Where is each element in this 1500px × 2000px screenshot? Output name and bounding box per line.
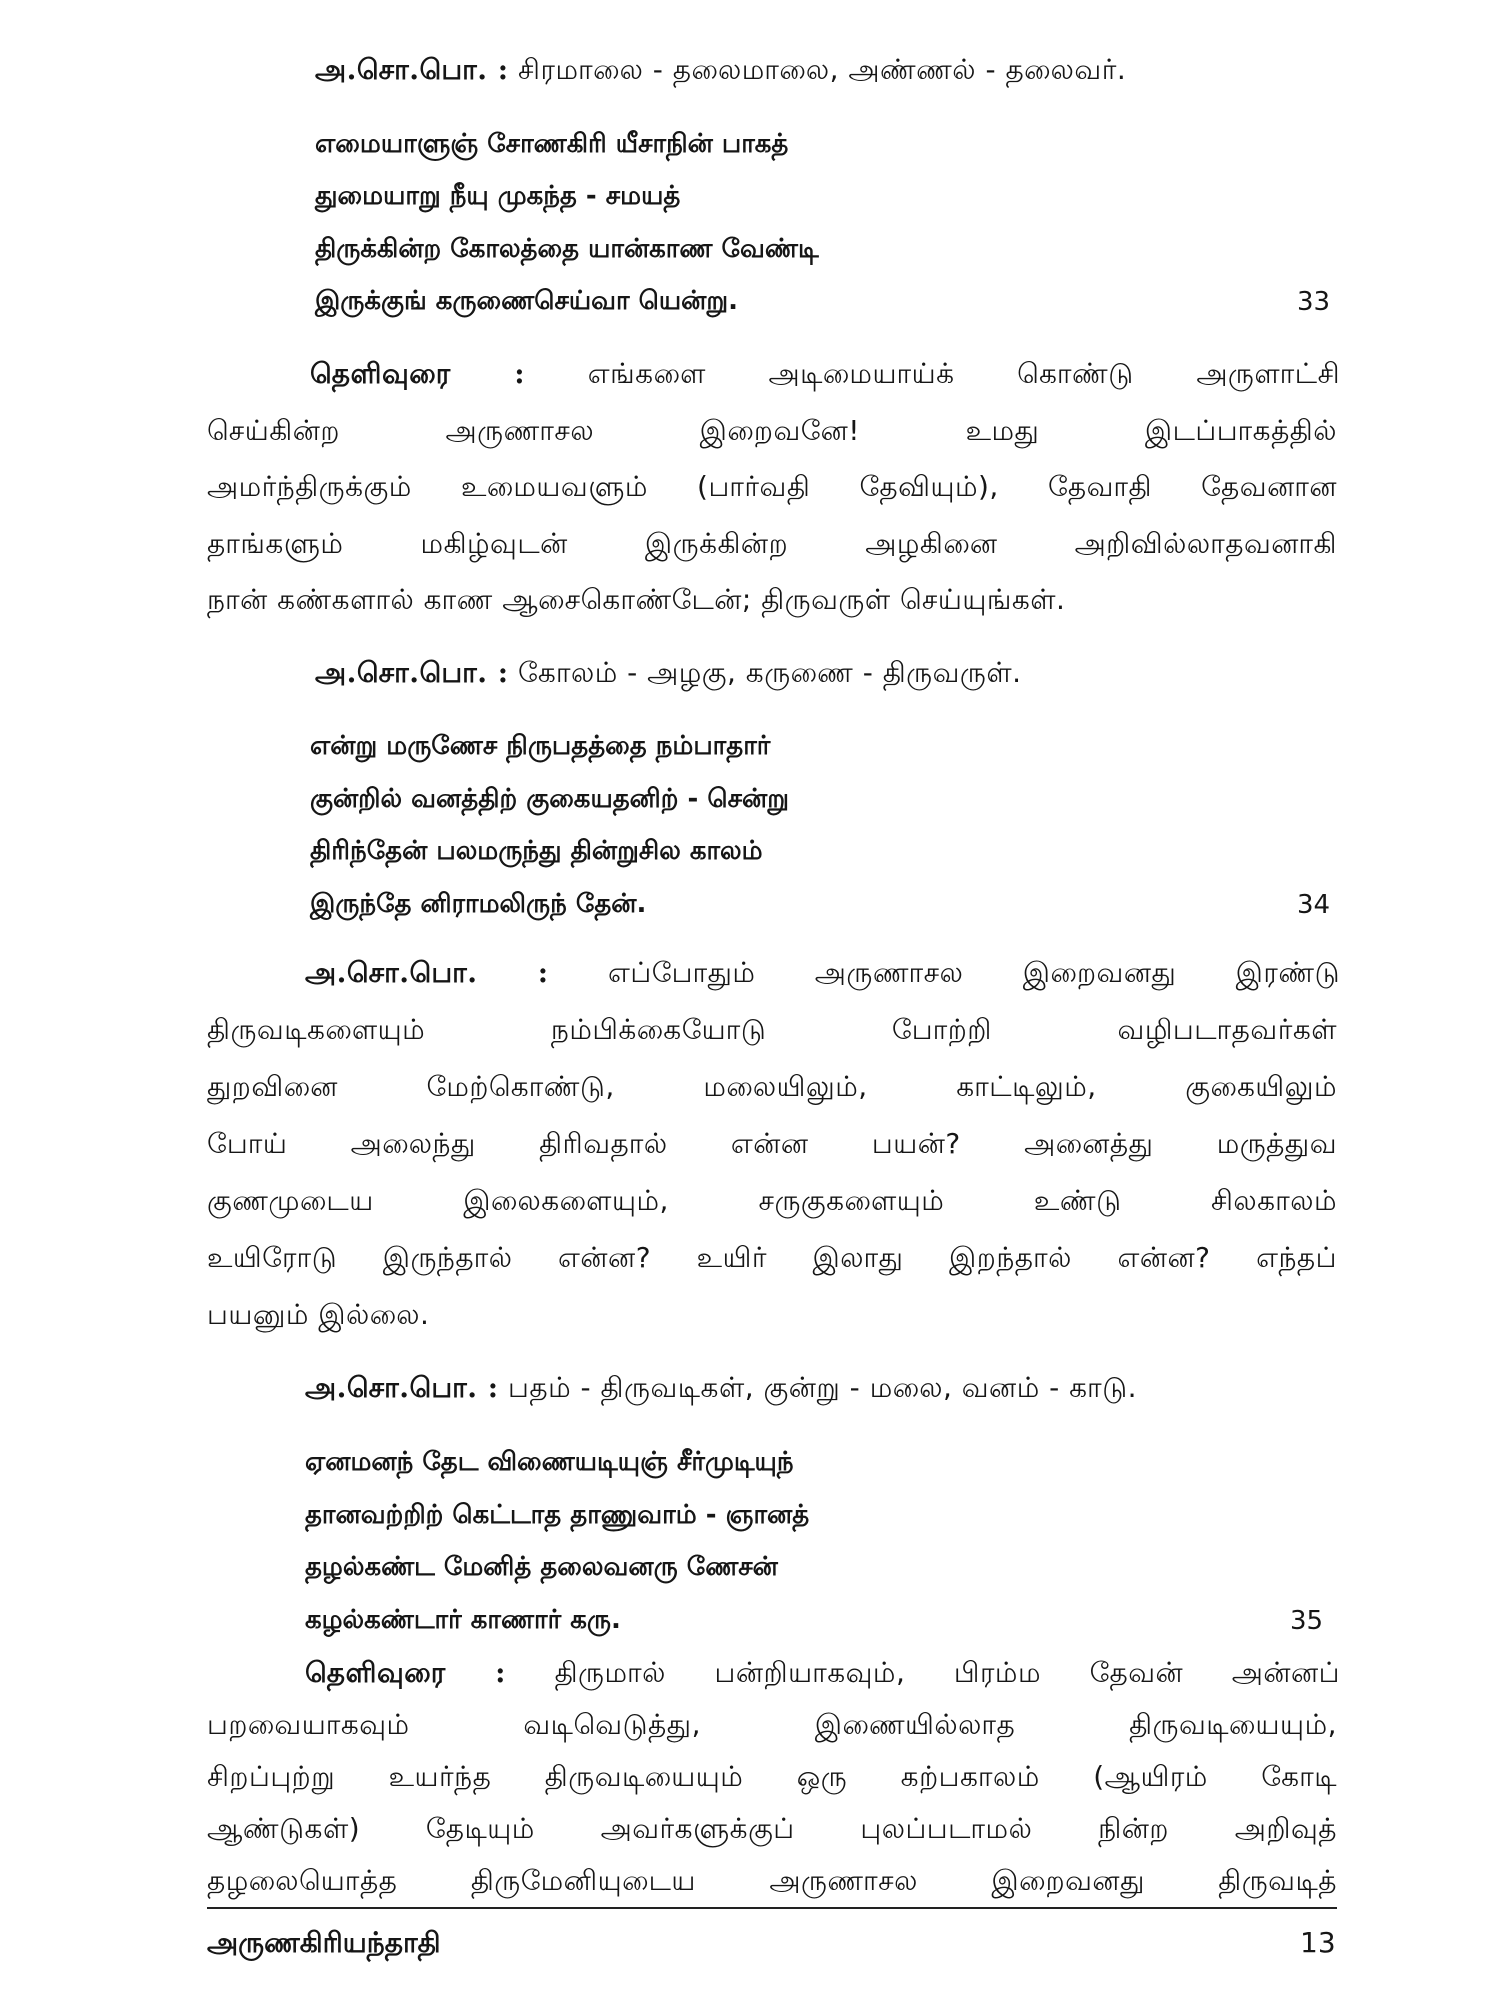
explanation-33-line-1 [310,356,1340,392]
gloss-text: கோலம் - அழகு, கருணை - திருவருள். [518,656,1022,689]
verse-34-line-1: என்று மருணேச நிருபதத்தை நம்பாதார் [310,731,771,761]
explanation-34-line-6: உயிரோடு இருந்தால் என்ன? உயிர் இலாது இறந்தால் என்ன? எந்தப் [207,1241,1337,1274]
verse-35-line-1: ஏனமனந் தேட விணையடியுஞ் சீர்முடியுந் [305,1447,794,1477]
verse-number-35: 35 [1290,1606,1324,1636]
explanation-33-line-3: அமர்ந்திருக்கும் உமையவளும் (பார்வதி தேவியும்), தேவாதி தேவனான [207,470,1337,503]
footer-page-number: 13 [1300,1926,1336,1959]
explanation-33-line-5: நான் கண்களால் காண ஆசைகொண்டேன்; திருவருள் செய்யுங்கள். [207,583,1066,616]
gloss-label: அ.சொ.பொ. : [315,53,509,86]
explanation-35-line-3: சிறப்புற்று உயர்ந்த திருவடியையும் ஒரு கற்பகாலம் (ஆயிரம் கோடி [207,1760,1337,1793]
verse-34-line-3: திரிந்தேன் பலமருந்து தின்றுசில காலம் [310,836,763,866]
explanation-35-line-2: பறவையாகவும் வடிவெடுத்து, இணையில்லாத திருவடியையும், [207,1708,1337,1741]
gloss-text: சிரமாலை - தலைமாலை, அண்ணல் - தலைவர். [518,53,1127,86]
explanation-label: அ.சொ.பொ. : [305,956,549,989]
verse-33-line-4: இருக்குங் கருணைசெய்வா யென்று. [315,286,739,316]
explanation-text: எங்களை அடிமையாய்க் கொண்டு அருளாட்சி [587,357,1340,390]
verse-35-line-2: தானவற்றிற் கெட்டாத தாணுவாம் - ஞானத் [305,1500,810,1530]
footer-book-title: அருணகிரியந்தாதி [207,1926,441,1959]
verse-34-line-4: இருந்தே னிராமலிருந் தேன். [310,889,647,919]
verse-33-line-3: திருக்கின்ற கோலத்தை யான்காண வேண்டி [315,234,819,264]
explanation-text: திருமால் பன்றியாகவும், பிரம்ம தேவன் அன்னப் [554,1656,1340,1689]
explanation-35-line-5: தழலையொத்த திருமேனியுடைய அருணாசல இறைவனது திருவடித் [207,1864,1337,1897]
explanation-35-line-1 [305,1655,1340,1691]
explanation-label: தெளிவுரை : [310,357,526,390]
explanation-33-line-2: செய்கின்ற அருணாசல இறைவனே! உமது இடப்பாகத்தில் [207,414,1337,447]
explanation-34-line-7: பயனும் இல்லை. [207,1298,430,1331]
verse-35-line-3: தழல்கண்ட மேனித் தலைவனரு ணேசன் [305,1552,778,1582]
verse-34-line-2: குன்றில் வனத்திற் குகையதனிற் - சென்று [310,784,789,814]
explanation-34-line-2: திருவடிகளையும் நம்பிக்கையோடு போற்றி வழிபடாதவர்கள் [207,1013,1337,1046]
verse-35-line-4: கழல்கண்டார் காணார் கரு. [305,1605,621,1635]
verse-33-line-2: துமையாறு நீயு முகந்த - சமயத் [315,181,681,211]
explanation-text: எப்போதும் அருணாசல இறைவனது இரண்டு [608,956,1340,989]
explanation-34-line-5: குணமுடைய இலைகளையும், சருகுகளையும் உண்டு சிலகாலம் [207,1184,1337,1217]
footer-rule [207,1907,1337,1909]
gloss-line [305,1370,1137,1406]
explanation-34-line-3: துறவினை மேற்கொண்டு, மலையிலும், காட்டிலும், குகையிலும் [207,1070,1337,1103]
verse-number-33: 33 [1297,287,1331,317]
gloss-line [315,52,1126,88]
explanation-34-line-1 [305,955,1340,991]
verse-33-line-1: எமையாளுஞ் சோணகிரி யீசாநின் பாகத் [315,129,789,159]
explanation-34-line-4: போய் அலைந்து திரிவதால் என்ன பயன்? அனைத்து மருத்துவ [207,1127,1337,1160]
gloss-text: பதம் - திருவடிகள், குன்று - மலை, வனம் - காடு. [508,1371,1138,1404]
explanation-label: தெளிவுரை : [305,1656,507,1689]
verse-number-34: 34 [1297,890,1331,920]
gloss-line [315,655,1022,691]
gloss-label: அ.சொ.பொ. : [305,1371,499,1404]
gloss-label: அ.சொ.பொ. : [315,656,509,689]
explanation-35-line-4: ஆண்டுகள்) தேடியும் அவர்களுக்குப் புலப்படாமல் நின்ற அறிவுத் [207,1812,1337,1845]
explanation-33-line-4: தாங்களும் மகிழ்வுடன் இருக்கின்ற அழகினை அறிவில்லாதவனாகி [207,527,1337,560]
